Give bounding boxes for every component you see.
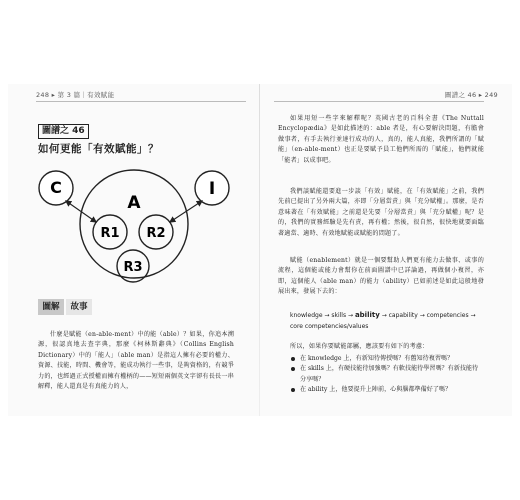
letter-r1: R1 [100,226,120,241]
letter-i: I [208,179,216,199]
list-item: 在 ability 上，他要提升上陣前，心與腦都準備好了嗎？ [290,385,484,395]
letter-a: A [127,193,141,213]
right-paragraph-3: 賦能（enablement）就是一個要幫助人們更有能力去做事、或事的流程，這個能或能力會幫你在前面圖譜中已詳論過，再做個小複習，亦即，這個能人（able man）的能力（ability）已如前述是如此這般地發展出來，發展下去的： [278,257,484,296]
figure-badge: 圖譜之 46 [38,124,89,139]
book-spread [8,84,512,416]
tag-illustration: 圖解 [38,299,64,315]
section-title: 如何更能「有效賦能」？ [38,143,159,155]
right-paragraph-1: 如果用短一些字來解釋呢？英國古老的百科全書《The Nuttall Encyclopædia》是如此描述的：able 者是，有心要解決問題，有膽會做事者，有手去執行並達行成功的人，真的，能人真能，我們所謂的「賦能」（en-able-ment）也正是要賦予員工他們所需的「賦能」，他們就能「能者」以成事吧。 [278,115,484,164]
right-paragraph-2: 我們談賦能還要進一步談「有效」賦能，在「有效賦能」之前，我們先前已提出了另外兩大篇，亦即「分層當責」與「充分賦權」。那麼，是否意味著在「有效賦能」之前還是先要「分層當責」與「充分賦權」呢？是的，我們的實務經驗是先有責，再有權；然後，很自然，很快地就要面臨著適當、適時、有效地賦能或賦能的問題了。 [278,188,484,237]
letter-c: C [50,178,62,197]
letter-r2: R2 [146,226,166,241]
left-running-header: 248 ▸ 第 3 篇｜有效賦能 [36,91,115,99]
flow-emphasis: ability [354,311,380,319]
right-running-header: 圖譜之 46 ▸ 249 [444,91,498,99]
list-item: 在 knowledge 上，有新知待傳授嗎？有舊知待複習嗎？ [290,354,484,364]
ability-flow-line [290,310,490,332]
consideration-list [290,354,484,396]
header-rule [36,101,246,102]
tag-story: 故事 [66,299,92,315]
right-paragraph-4: 所以，如果你要賦能部屬，應該要有如下的考慮： [290,343,429,350]
letter-r3: R3 [123,260,143,275]
right-page [260,84,512,416]
arrow-c-r1 [66,201,96,222]
list-item: 在 skills 上，有硬技能待加強嗎？有軟技能待學習嗎？有新技能待分享嗎？ [290,364,484,385]
left-page [8,84,260,416]
flow-suffix: → capability → competencies → core competencies/values [290,312,476,330]
flow-prefix: knowledge → skills → [290,312,355,319]
header-rule [274,101,484,102]
ability-diagram [36,166,232,286]
left-paragraph: 什麼是賦能（en-able-ment）中的能（able）？如果，你追本溯源，很認真地去查字典，那麼《柯林斯辭典》（Collins English Dictionary）中的「能人」（able man）是指這人擁有必要的權力、資源、技能，時間、機會等，能成功執行一些事，是夠資格的，有競爭力的，也經過正式授權而擁有權柄的——短短兩個英文字卻有長長一串解釋，能人還真是有真能力的人， [38,331,234,391]
arrow-i-r2 [170,201,202,222]
